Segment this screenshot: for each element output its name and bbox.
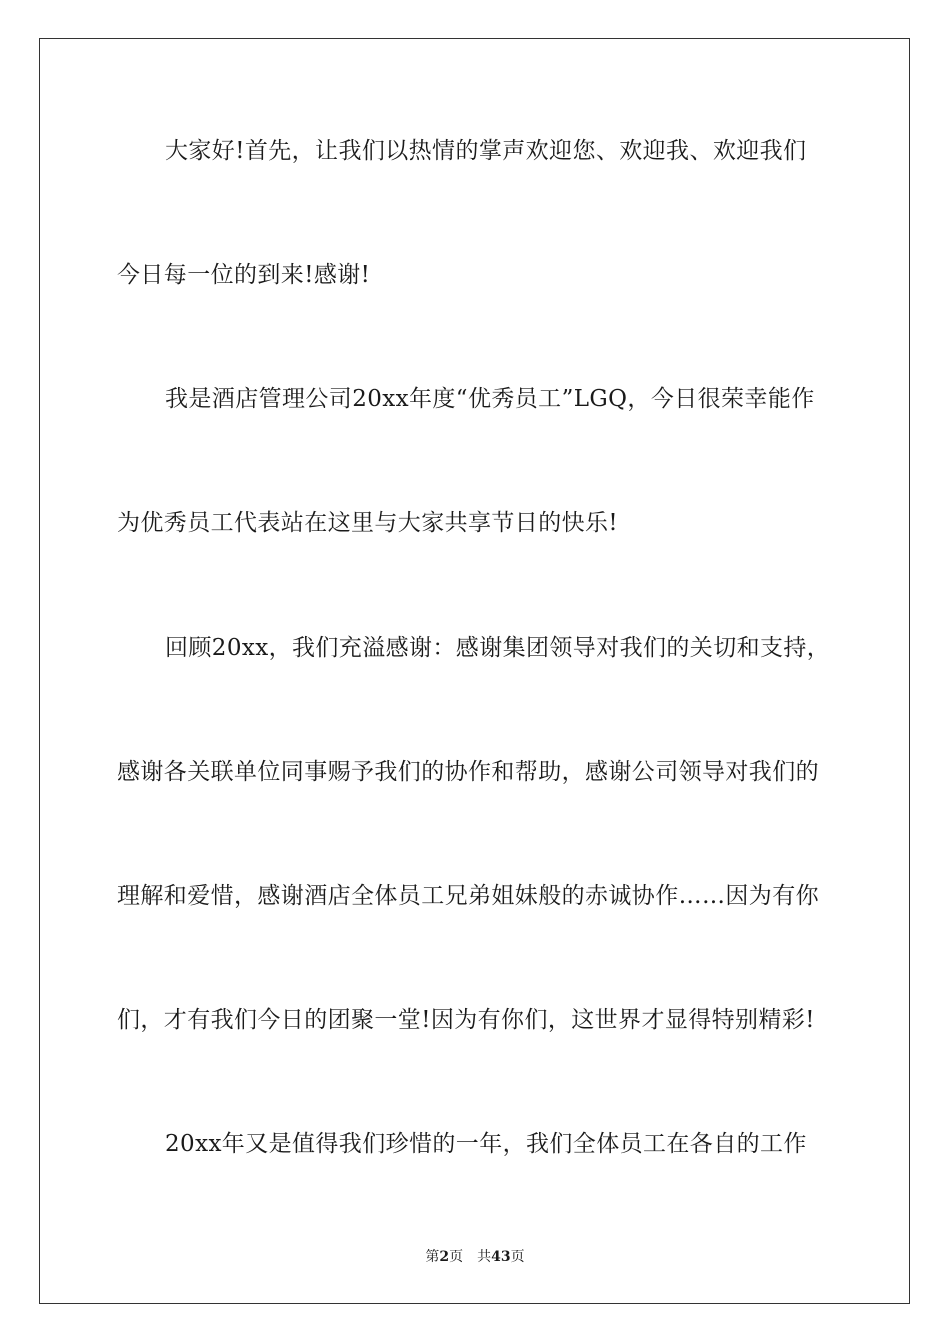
paragraph-1-line-1: 大家好!首先，让我们以热情的掌声欢迎您、欢迎我、欢迎我们 — [165, 138, 807, 164]
total-prefix: 共 — [477, 1249, 492, 1265]
paragraph-3-line-1: 回顾20xx，我们充溢感谢：感谢集团领导对我们的关切和支持， — [165, 635, 831, 661]
paragraph-3-line-4: 们，才有我们今日的团聚一堂!因为有你们，这世界才显得特别精彩! — [117, 1007, 815, 1033]
page-border — [39, 38, 910, 1304]
paragraph-1-line-2: 今日每一位的到来!感谢! — [117, 262, 371, 288]
paragraph-2-line-1: 我是酒店管理公司20xx年度“优秀员工”LGQ，今日很荣幸能作 — [165, 386, 815, 412]
paragraph-2-line-2: 为优秀员工代表站在这里与大家共享节日的快乐! — [117, 510, 619, 536]
page-footer — [0, 1248, 950, 1266]
paragraph-3-line-2: 感谢各关联单位同事赐予我们的协作和帮助，感谢公司领导对我们的 — [117, 759, 819, 785]
page-prefix: 第 — [425, 1249, 440, 1265]
paragraph-4-line-1: 20xx年又是值得我们珍惜的一年，我们全体员工在各自的工作 — [165, 1131, 807, 1157]
page-number: 2 — [439, 1249, 450, 1265]
total-suffix: 页 — [510, 1249, 525, 1265]
paragraph-3-line-3: 理解和爱惜，感谢酒店全体员工兄弟姐妹般的赤诚协作……因为有你 — [117, 883, 819, 909]
page-suffix: 页 — [449, 1249, 464, 1265]
total-pages: 43 — [491, 1249, 511, 1265]
